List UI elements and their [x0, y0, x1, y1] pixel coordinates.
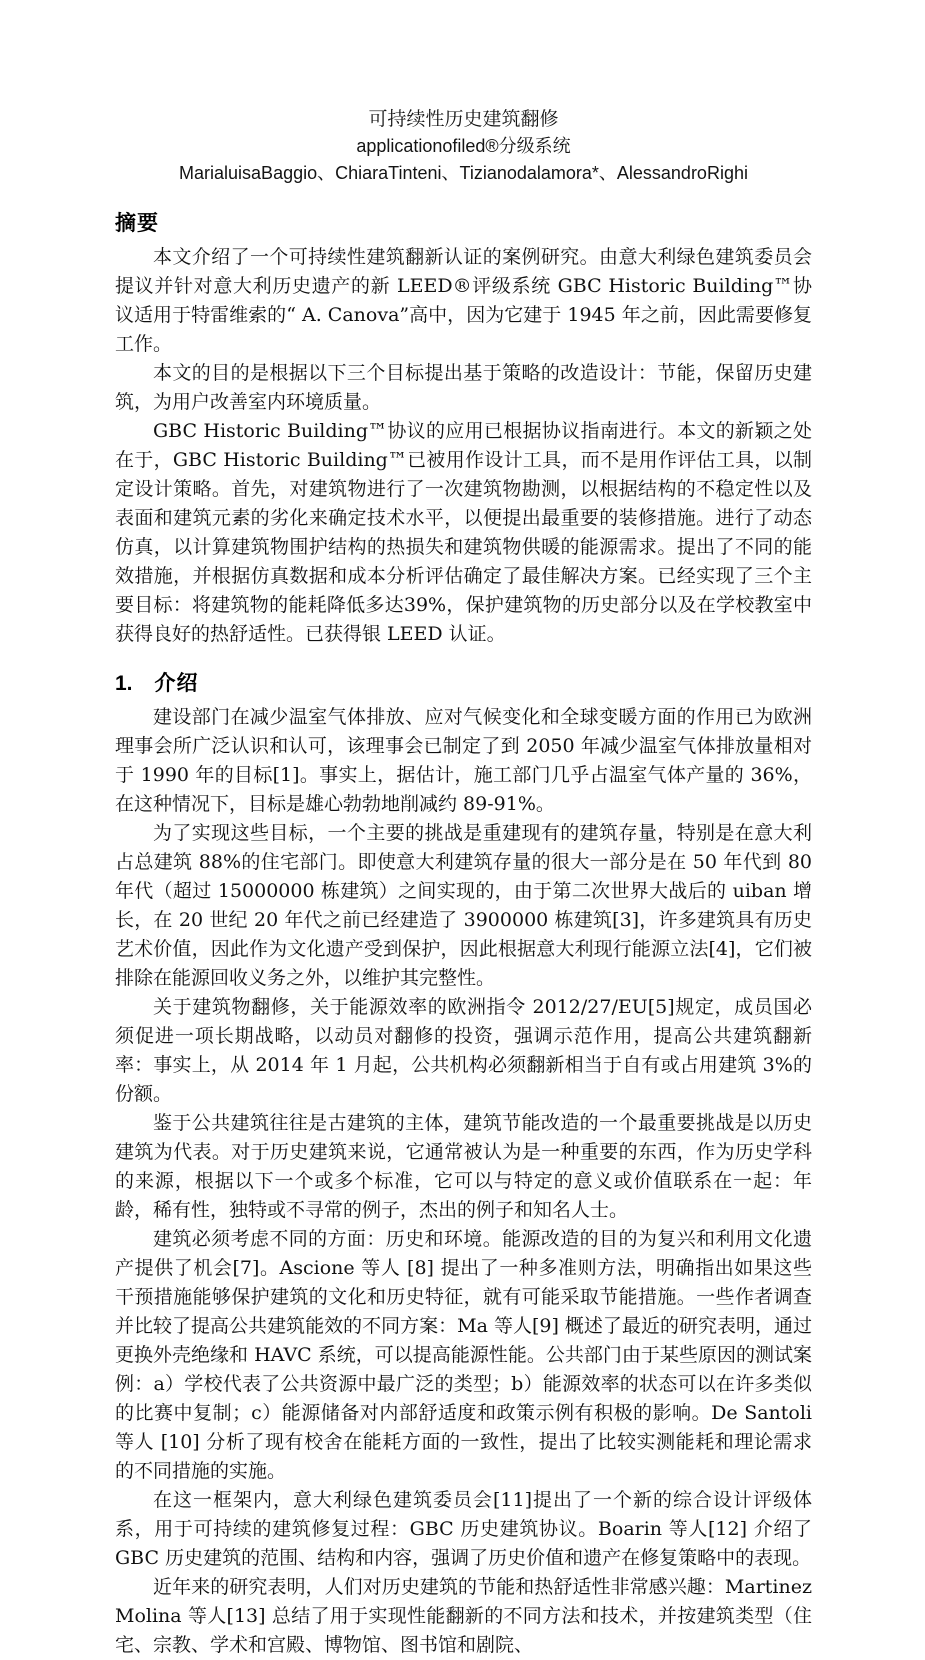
intro-paragraph: 鉴于公共建筑往往是古建筑的主体，建筑节能改造的一个最重要挑战是以历史建筑为代表。对于历史建筑来说，它通常被认为是一种重要的东西，作为历史学科的来源，根据以下一个或多个标准，它可以与特定的意义或价值联系在一起：年龄，稀有性，独特或不寻常的例子，杰出的例子和知名人士。 [115, 1112, 812, 1221]
section-heading-label: 介绍 [154, 672, 199, 695]
abstract-paragraph: GBC Historic Building™协议的应用已根据协议指南进行。本文的新颖之处在于，GBC Historic Building™已被用作设计工具，而不是用作评估工具，以制定设计策略。首先，对建筑物进行了一次建筑物勘测，以根据结构的不稳定性以及表面和建筑元素的劣化来确定技术水平，以便提出最重要的装修措施。进行了动态仿真，以计算建筑物围护结构的热损失和建筑物供暖的能源需求。提出了不同的能效措施，并根据仿真数据和成本分析评估确定了最佳解决方案。已经实现了三个主要目标：将建筑物的能耗降低多达39%，保护建筑物的历史部分以及在学校教室中获得良好的热舒适性。已获得银 LEED 认证。 [115, 420, 812, 645]
introduction-heading [115, 671, 812, 697]
title-block [115, 106, 812, 187]
abstract-paragraph: 本文介绍了一个可持续性建筑翻新认证的案例研究。由意大利绿色建筑委员会提议并针对意大利历史遗产的新 LEED®评级系统 GBC Historic Building™协议适用于特雷维索的“ A. Canova”高中，因为它建于 1945 年之前，因此需要修复工作。 [115, 246, 812, 355]
abstract-heading: 摘要 [115, 212, 159, 235]
intro-paragraph: 近年来的研究表明，人们对历史建筑的节能和热舒适性非常感兴趣：Martinez Molina 等人[13] 总结了用于实现性能翻新的不同方法和技术，并按建筑类型（住宅、宗教、学术和宫殿、博物馆、图书馆和剧院、 [115, 1576, 812, 1656]
intro-paragraph: 为了实现这些目标，一个主要的挑战是重建现有的建筑存量，特别是在意大利占总建筑 88%的住宅部门。即使意大利建筑存量的很大一部分是在 50 年代到 80 年代（超过 15000000 栋建筑）之间实现的，由于第二次世界大战后的 uiban 增长，在 20 世纪 20 年代之前已经建造了 3900000 栋建筑[3]，许多建筑具有历史艺术价值，因此作为文化遗产受到保护，因此根据意大利现行能源立法[4]，它们被排除在能源回收义务之外，以维护其完整性。 [115, 822, 812, 989]
page-subtitle: applicationofiled®分级系统 [356, 136, 571, 156]
intro-paragraph: 建筑必须考虑不同的方面：历史和环境。能源改造的目的为复兴和利用文化遗产提供了机会[7]。Ascione 等人 [8] 提出了一种多准则方法，明确指出如果这些干预措施能够保护建筑的文化和历史特征，就有可能采取节能措施。一些作者调查并比较了提高公共建筑能效的不同方案：Ma 等人[9] 概述了最近的研究表明，通过更换外壳绝缘和 HAVC 系统，可以提高能源性能。公共部门由于某些原因的测试案例：a）学校代表了公共资源中最广泛的类型；b）能源效率的状态可以在许多类似的比赛中复制；c）能源储备对内部舒适度和政策示例有积极的影响。De Santoli 等人 [10] 分析了现有校舍在能耗方面的一致性，提出了比较实测能耗和理论需求的不同措施的实施。 [115, 1228, 812, 1482]
intro-paragraph: 关于建筑物翻修，关于能源效率的欧洲指令 2012/27/EU[5]规定，成员国必须促进一项长期战略，以动员对翻修的投资，强调示范作用，提高公共建筑翻新率：事实上，从 2014 年 1 月起，公共机构必须翻新相当于自有或占用建筑 3%的份额。 [115, 996, 812, 1105]
abstract-section [115, 211, 812, 649]
introduction-section [115, 671, 812, 1660]
intro-paragraph: 建设部门在减少温室气体排放、应对气候变化和全球变暖方面的作用已为欧洲理事会所广泛认识和认可，该理事会已制定了到 2050 年减少温室气体排放量相对于 1990 年的目标[1]。事实上，据估计，施工部门几乎占温室气体产量的 36%，在这种情况下，目标是雄心勃勃地削减约 89-91%。 [115, 706, 812, 815]
intro-paragraph: 在这一框架内，意大利绿色建筑委员会[11]提出了一个新的综合设计评级体系，用于可持续的建筑修复过程：GBC 历史建筑协议。Boarin 等人[12] 介绍了 GBC 历史建筑的范围、结构和内容，强调了历史价值和遗产在修复策略中的表现。 [115, 1489, 812, 1569]
page-title: 可持续性历史建筑翻修 [368, 108, 559, 130]
section-number: 1. [115, 672, 133, 695]
abstract-paragraph: 本文的目的是根据以下三个目标提出基于策略的改造设计：节能，保留历史建筑，为用户改善室内环境质量。 [115, 362, 812, 413]
authors-line: MarialuisaBaggio、ChiaraTinteni、Tizianodalamora*、AlessandroRighi [179, 163, 748, 183]
